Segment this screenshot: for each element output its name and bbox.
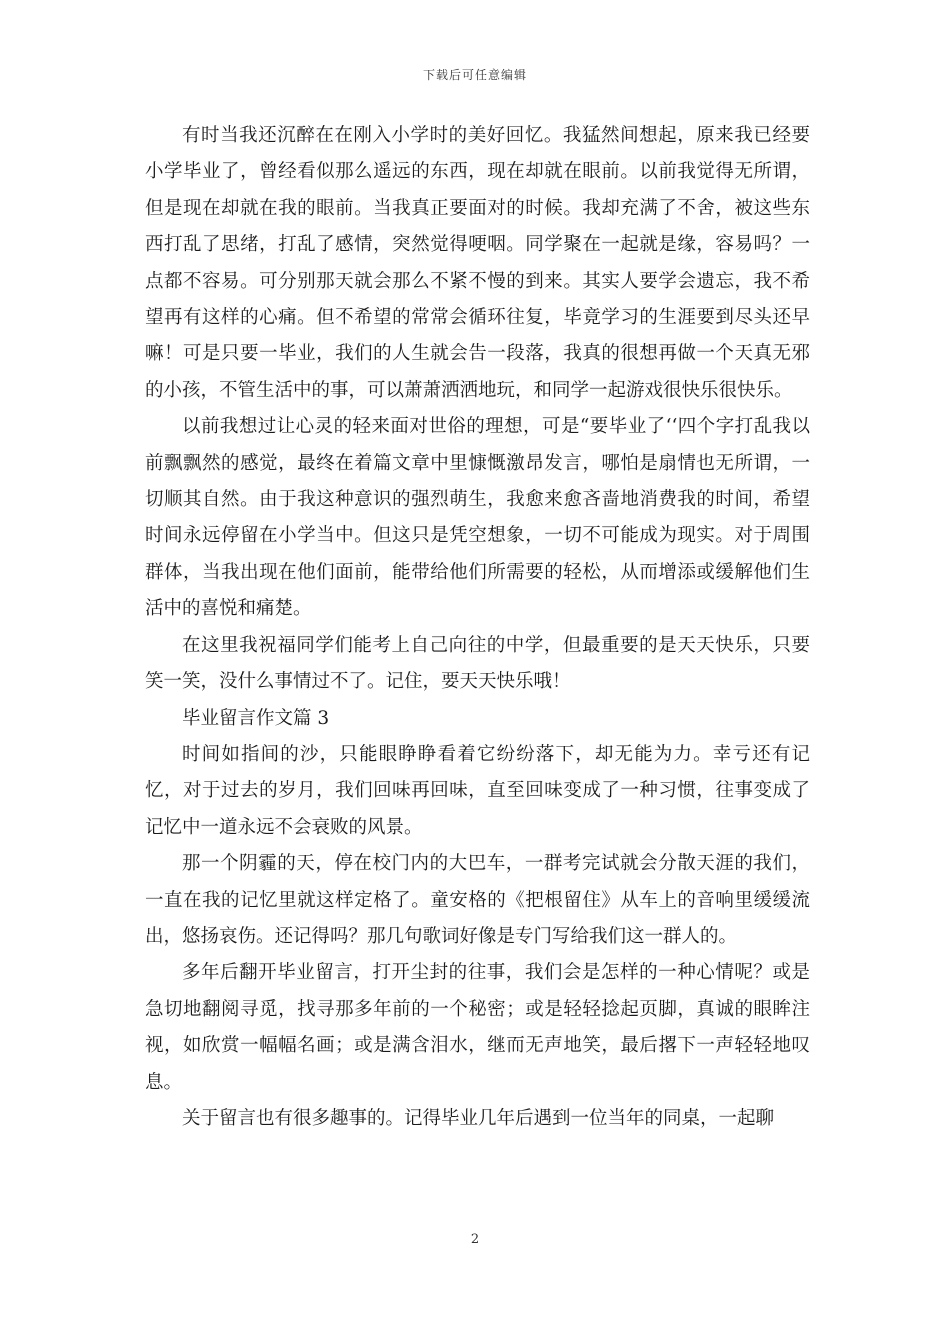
page-header: 下载后可任意编辑 [422,68,527,82]
page-number: 2 [470,1232,480,1247]
document-body [145,118,810,1137]
paragraph: 在这里我祝福同学们能考上自己向往的中学，但最重要的是天天快乐，只要笑一笑，没什么事情过不了。记住，要天天快乐哦！ [145,634,810,693]
section-title: 毕业留言作文篇 3 [182,707,330,729]
paragraph: 多年后翻开毕业留言，打开尘封的往事，我们会是怎样的一种心情呢？或是急切地翻阅寻觅，找寻那多年前的一个秘密；或是轻轻捻起页脚，真诚的眼眸注视，如欣赏一幅幅名画；或是满含泪水，继而无声地笑，最后撂下一声轻轻地叹息。 [145,962,810,1093]
paragraph: 那一个阴霾的天，停在校门内的大巴车，一群考完试就会分散天涯的我们，一直在我的记忆里就这样定格了。童安格的《把根留住》从车上的音响里缓缓流出，悠扬哀伤。还记得吗？那几句歌词好像是专门写给我们这一群人的。 [145,853,810,947]
paragraph: 有时当我还沉醉在在刚入小学时的美好回忆。我猛然间想起，原来我已经要小学毕业了，曾经看似那么遥远的东西，现在却就在眼前。以前我觉得无所谓，但是现在却就在我的眼前。当我真正要面对的时候。我却充满了不舍，被这些东西打乱了思绪，打乱了感情，突然觉得哽咽。同学聚在一起就是缘，容易吗？一点都不容易。可分别那天就会那么不紧不慢的到来。其实人要学会遗忘，我不希望再有这样的心痛。但不希望的常常会循环往复，毕竟学习的生涯要到尽头还早嘛！可是只要一毕业，我们的人生就会告一段落，我真的很想再做一个天真无邪的小孩，不管生活中的事，可以萧萧洒洒地玩，和同学一起游戏很快乐很快乐。 [145,125,810,401]
paragraph: 关于留言也有很多趣事的。记得毕业几年后遇到一位当年的同桌，一起聊 [182,1107,775,1129]
paragraph: 时间如指间的沙，只能眼睁睁看着它纷纷落下，却无能为力。幸亏还有记忆，对于过去的岁月，我们回味再回味，直至回味变成了一种习惯，往事变成了记忆中一道永远不会衰败的风景。 [145,743,810,838]
paragraph: 以前我想过让心灵的轻来面对世俗的理想，可是“要毕业了‘‘四个字打乱我以前飘飘然的感觉，最终在着篇文章中里慷慨激昂发言，哪怕是扇情也无所谓，一切顺其自然。由于我这种意识的强烈萌生，我愈来愈吝啬地消费我的时间，希望时间永远停留在小学当中。但这只是凭空想象，一切不可能成为现实。对于周围群体，当我出现在他们面前，能带给他们所需要的轻松，从而增添或缓解他们生活中的喜悦和痛楚。 [145,416,810,620]
